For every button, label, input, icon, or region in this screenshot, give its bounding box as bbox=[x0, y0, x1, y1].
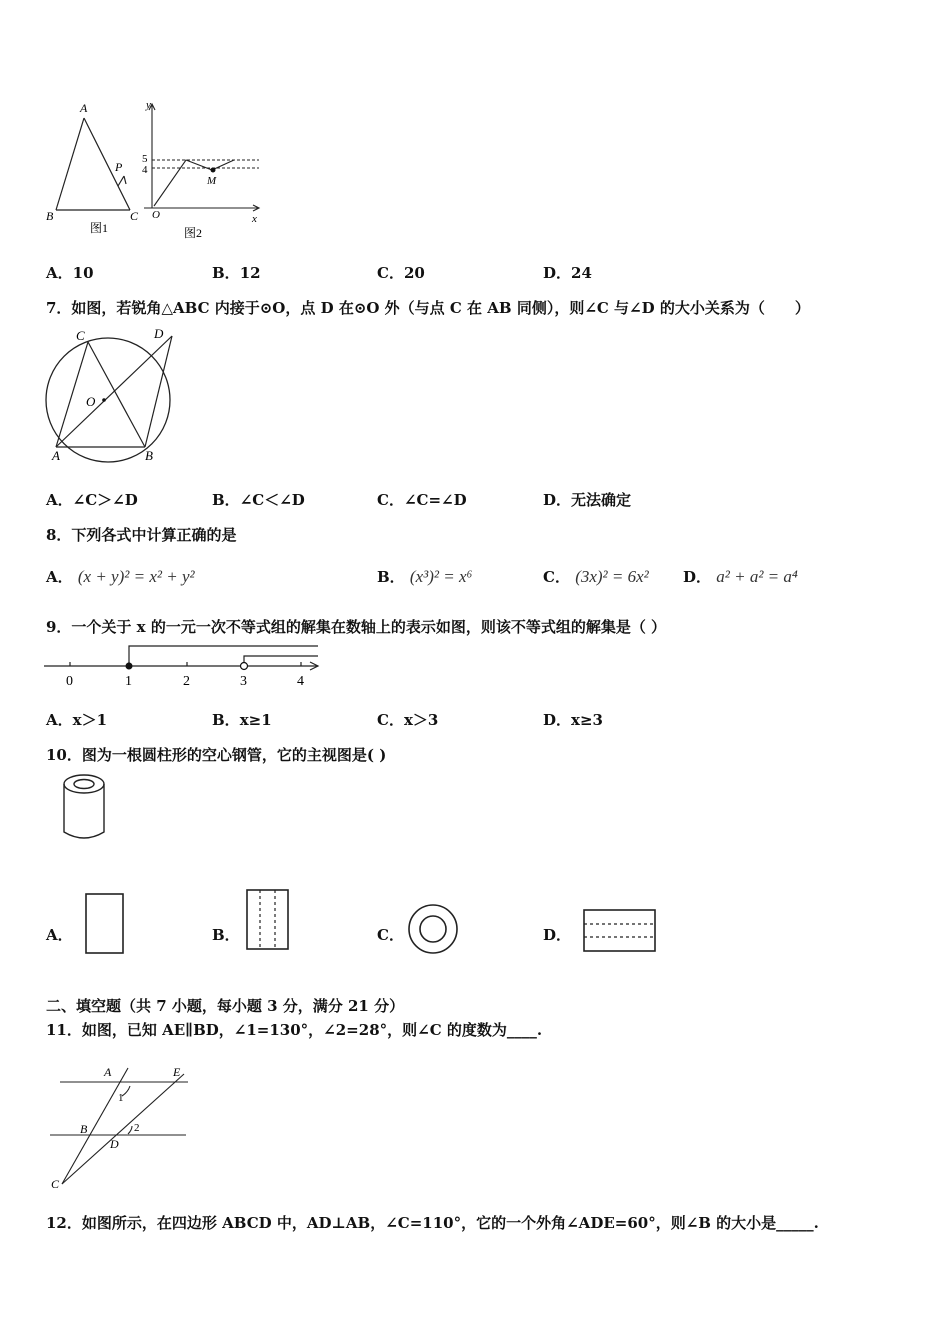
option-key: A． bbox=[46, 568, 73, 586]
q8-question-text: 8．下列各式中计算正确的是 bbox=[46, 526, 237, 544]
option-value: x＞1 bbox=[72, 711, 108, 729]
option-key: D． bbox=[543, 711, 572, 729]
option-value: ∠C＜∠D bbox=[239, 491, 305, 509]
q6-axis-x: x bbox=[252, 213, 257, 225]
option-key: C． bbox=[543, 568, 570, 586]
q6-fig1-label: 图1 bbox=[90, 221, 109, 235]
q10-option-a-figure[interactable] bbox=[84, 892, 126, 956]
q7-point-d: D bbox=[154, 326, 164, 341]
q7-circle-figure bbox=[42, 326, 182, 468]
q11-angle-2: 2 bbox=[134, 1122, 140, 1134]
q6-point-m-dot bbox=[211, 168, 216, 173]
option-key: C． bbox=[377, 264, 404, 282]
option-value: x＞3 bbox=[403, 711, 439, 729]
q11-angle-1: 1 bbox=[118, 1092, 124, 1104]
q6-option-a[interactable] bbox=[46, 262, 94, 283]
q9-option-c[interactable] bbox=[377, 709, 438, 730]
q11-point-c: C bbox=[51, 1177, 60, 1191]
option-key: A． bbox=[46, 264, 73, 282]
section-2-title: 二、填空题（共 7 小题，每小题 3 分，满分 21 分） bbox=[46, 997, 405, 1015]
option-value: ∠C=∠D bbox=[403, 491, 467, 509]
q11-point-d: D bbox=[110, 1137, 119, 1151]
option-key: D． bbox=[543, 491, 572, 509]
q6-point-b: B bbox=[46, 209, 54, 223]
option-key: B． bbox=[212, 491, 240, 509]
q7-option-d[interactable] bbox=[543, 489, 631, 510]
option-key: C． bbox=[377, 711, 404, 729]
option-formula: a² + a² = a⁴ bbox=[716, 567, 798, 586]
q7-point-a: A bbox=[52, 448, 60, 463]
q11-point-a: A bbox=[104, 1065, 112, 1079]
q8-option-d[interactable] bbox=[683, 566, 798, 587]
q6-axis-5: 5 bbox=[142, 153, 148, 165]
option-key: B． bbox=[212, 264, 240, 282]
option-value: x≥3 bbox=[571, 711, 603, 729]
q10-option-b-label[interactable]: B． bbox=[212, 926, 240, 944]
q9-tick-3: 3 bbox=[240, 674, 247, 689]
q10-option-d-figure[interactable] bbox=[582, 908, 658, 954]
q8-option-a[interactable] bbox=[46, 566, 195, 587]
q6-axis-y: y bbox=[146, 99, 151, 111]
q10-pipe-figure bbox=[58, 772, 110, 844]
option-value: 12 bbox=[239, 264, 261, 282]
q7-question-text: 7．如图，若锐角△ABC 内接于⊙O，点 D 在⊙O 外（与点 C 在 AB 同侧），则∠C 与∠D 的大小关系为（ ） bbox=[46, 299, 810, 317]
q11-question-text: 11．如图，已知 AE∥BD，∠1=130°，∠2=28°，则∠C 的度数为____. bbox=[46, 1021, 543, 1039]
q6-point-a: A bbox=[80, 101, 88, 115]
q7-option-a[interactable] bbox=[46, 489, 138, 510]
option-value: 无法确定 bbox=[571, 491, 632, 509]
option-key: D． bbox=[543, 264, 572, 282]
q10-option-d-label[interactable]: D． bbox=[543, 926, 572, 944]
option-key: A． bbox=[46, 711, 73, 729]
option-value: x≥1 bbox=[239, 711, 272, 729]
q9-option-b[interactable] bbox=[212, 709, 272, 730]
option-formula: (3x)² = 6x² bbox=[575, 567, 649, 586]
option-value: 24 bbox=[571, 264, 592, 282]
q10-question-text: 10．图为一根圆柱形的空心钢管，它的主视图是( ) bbox=[46, 746, 387, 764]
q6-option-d[interactable] bbox=[543, 262, 592, 283]
option-key: D． bbox=[683, 568, 712, 586]
q9-tick-4: 4 bbox=[297, 674, 304, 689]
q11-point-b: B bbox=[80, 1122, 88, 1136]
option-key: B． bbox=[212, 711, 240, 729]
q9-tick-2: 2 bbox=[183, 674, 190, 689]
q6-axis-4: 4 bbox=[142, 164, 148, 176]
q6-option-b[interactable] bbox=[212, 262, 261, 283]
q6-fig2-label: 图2 bbox=[184, 226, 203, 240]
option-formula: (x³)² = x⁶ bbox=[409, 567, 473, 586]
option-key: C． bbox=[377, 491, 404, 509]
q10-option-a-label[interactable]: A． bbox=[46, 926, 73, 944]
q9-option-a[interactable] bbox=[46, 709, 107, 730]
option-value: ∠C＞∠D bbox=[72, 491, 138, 509]
q6-point-m: M bbox=[207, 175, 217, 187]
q9-number-line bbox=[42, 640, 327, 692]
q11-parallel-lines-figure bbox=[46, 1062, 196, 1192]
q11-point-e: E bbox=[173, 1065, 181, 1079]
q10-option-c-label[interactable]: C． bbox=[377, 926, 404, 944]
q9-tick-0: 0 bbox=[66, 674, 73, 689]
option-key: A． bbox=[46, 491, 73, 509]
q7-point-c: C bbox=[76, 328, 85, 343]
q6-option-c[interactable] bbox=[377, 262, 425, 283]
q9-tick-1: 1 bbox=[125, 674, 132, 689]
q7-option-b[interactable] bbox=[212, 489, 305, 510]
q9-question-text: 9．一个关于 x 的一元一次不等式组的解集在数轴上的表示如图，则该不等式组的解集是（ ） bbox=[46, 618, 667, 636]
q6-graph-figure bbox=[144, 104, 259, 211]
q6-point-p: P bbox=[115, 160, 123, 174]
q8-option-c[interactable] bbox=[543, 566, 649, 587]
q8-option-b[interactable] bbox=[377, 566, 472, 587]
option-value: 10 bbox=[72, 264, 94, 282]
option-formula: (x + y)² = x² + y² bbox=[77, 567, 195, 586]
option-value: 20 bbox=[403, 264, 425, 282]
q10-option-c-figure[interactable] bbox=[406, 902, 460, 956]
q7-option-c[interactable] bbox=[377, 489, 467, 510]
q7-point-o: O bbox=[86, 394, 96, 409]
q6-origin: O bbox=[152, 209, 160, 221]
q6-figures bbox=[44, 98, 274, 248]
q6-point-c: C bbox=[130, 209, 139, 223]
q9-option-d[interactable] bbox=[543, 709, 603, 730]
q10-option-b-figure[interactable] bbox=[245, 888, 291, 952]
q7-point-b: B bbox=[145, 448, 153, 463]
option-key: B． bbox=[377, 568, 405, 586]
q12-question-text: 12．如图所示，在四边形 ABCD 中，AD⊥AB，∠C=110°，它的一个外角∠ADE=60°，则∠B 的大小是_____. bbox=[46, 1214, 819, 1232]
